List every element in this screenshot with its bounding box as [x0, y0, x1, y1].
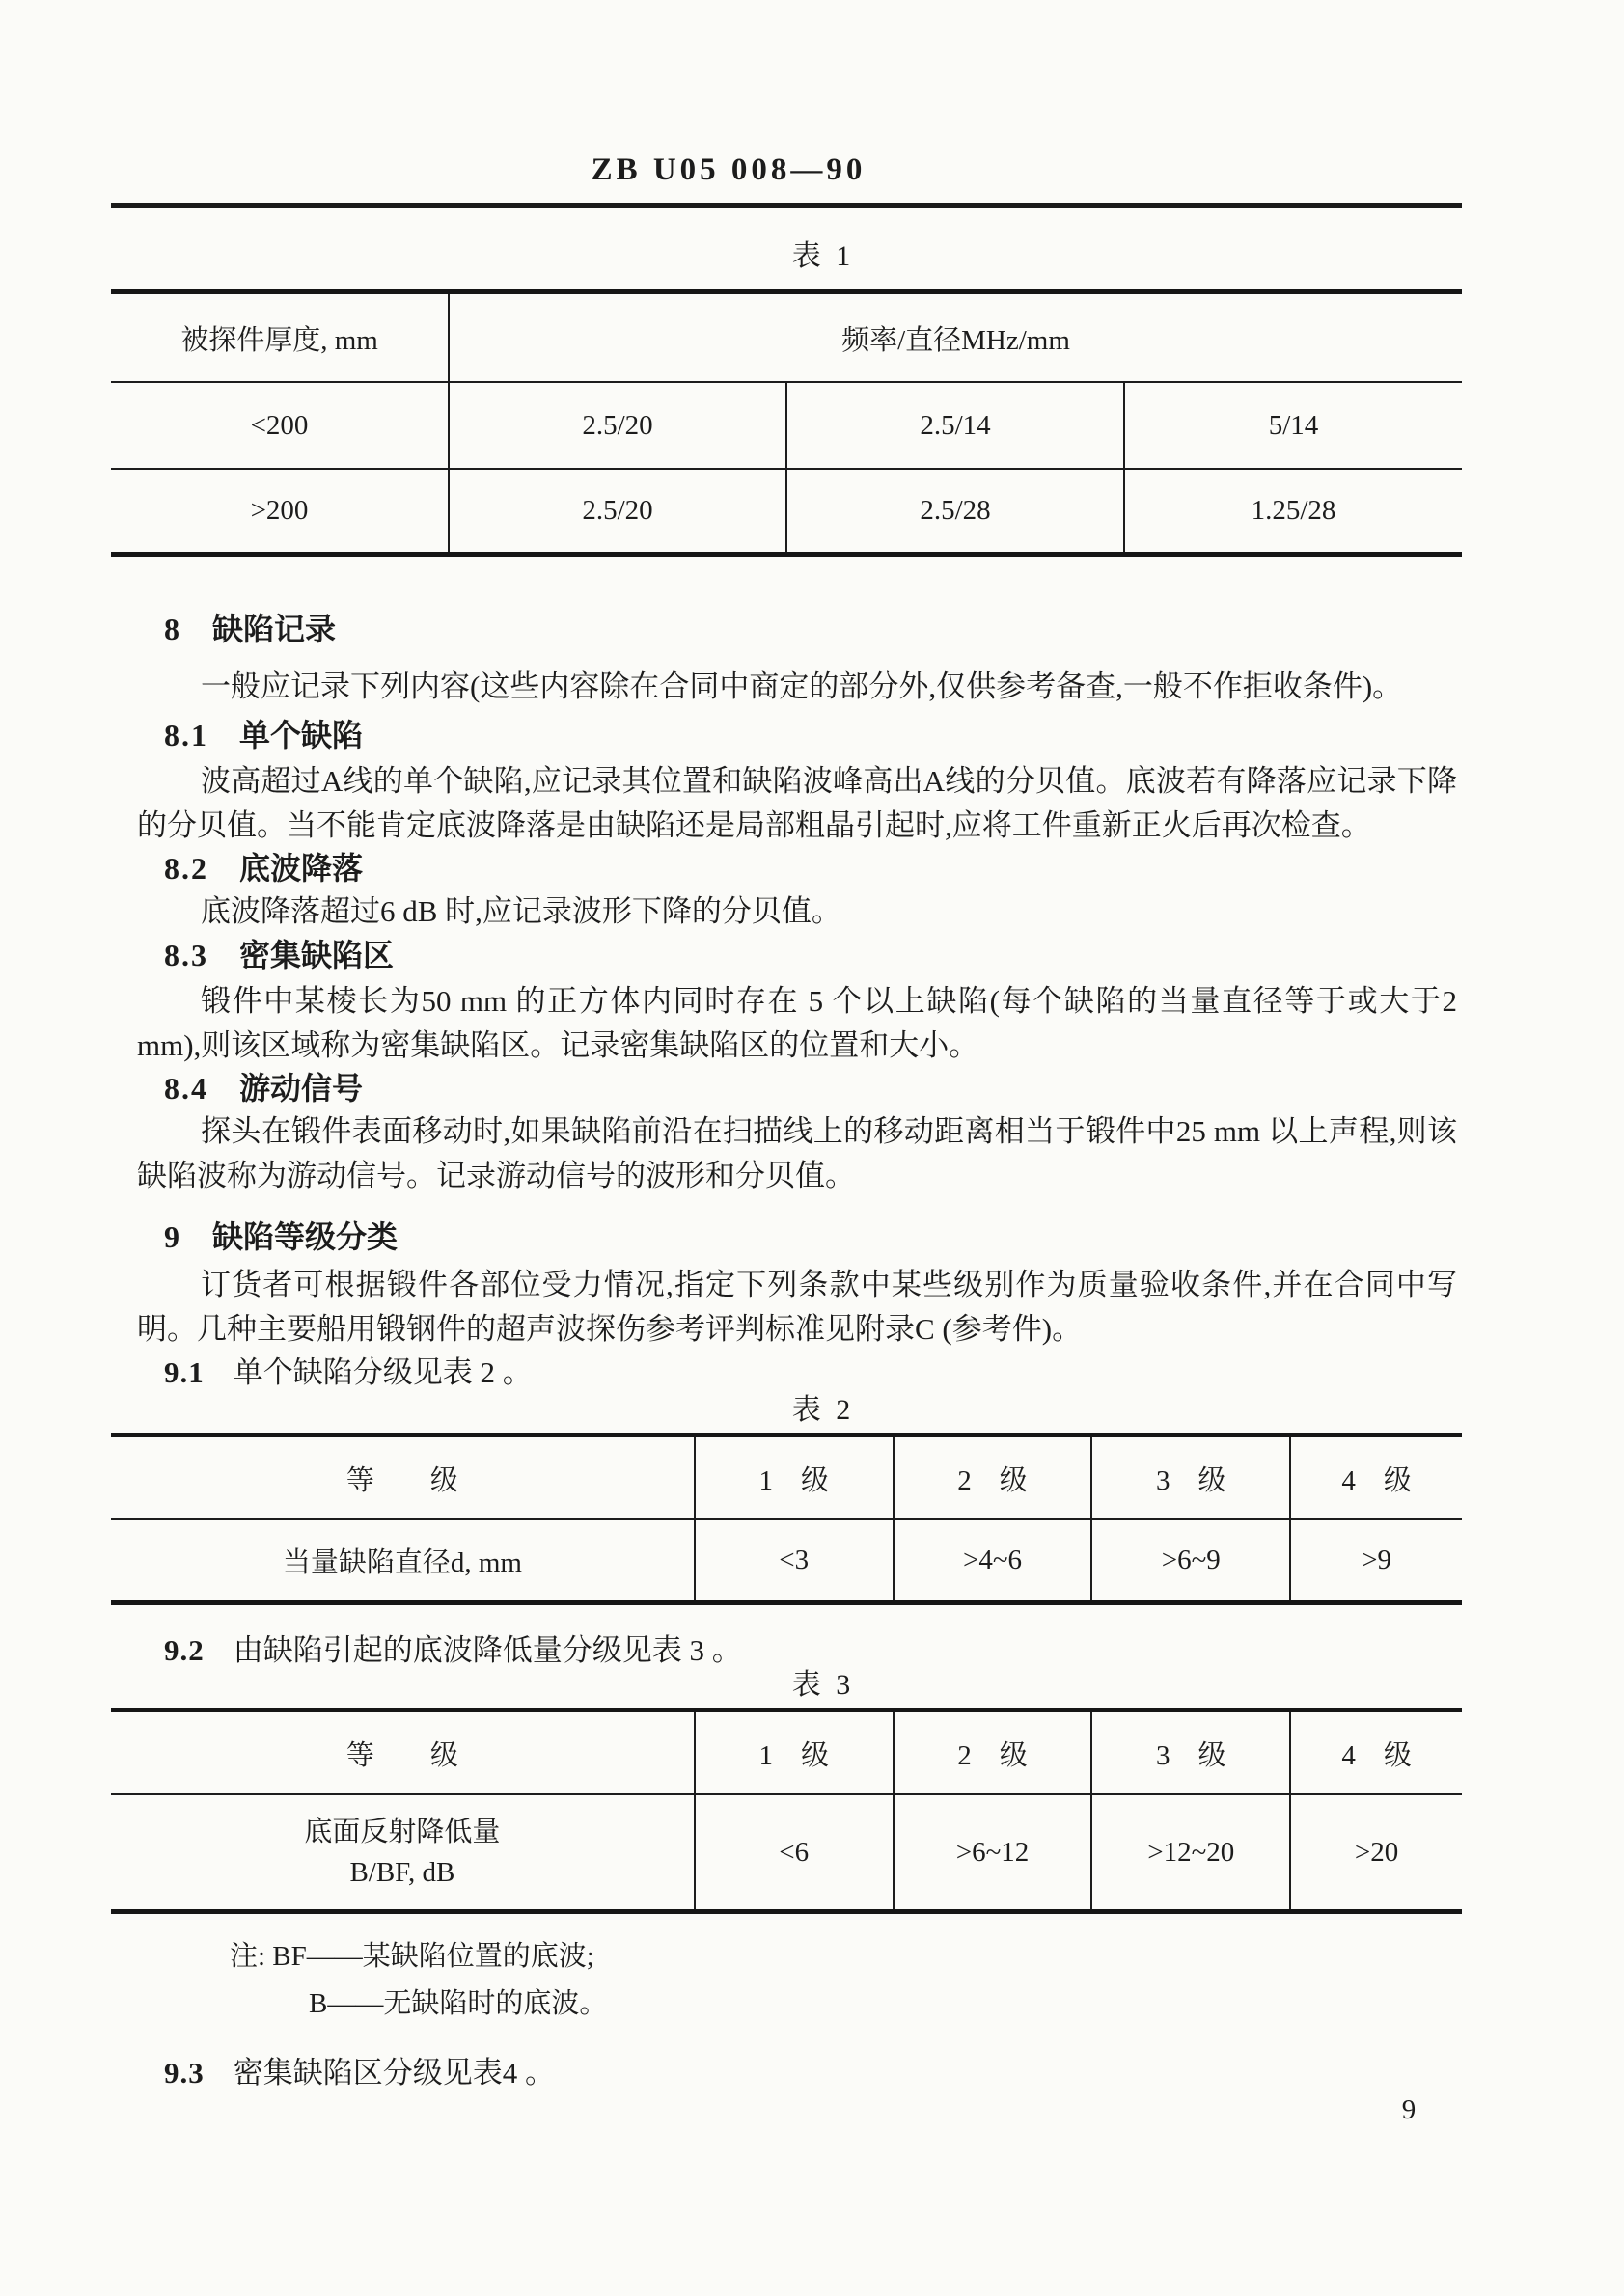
section-text: 由缺陷引起的底波降低量分级见表 3 。 [233, 1633, 742, 1667]
table-header-cell: 2 级 [894, 1435, 1092, 1520]
row-label-line2: B/BF, dB [349, 1857, 455, 1888]
table2-header-row [111, 1435, 1462, 1520]
table-cell: >9 [1290, 1519, 1462, 1603]
section-number: 9 [164, 1219, 181, 1254]
table-header-cell: 1 级 [695, 1710, 894, 1795]
table-2 [111, 1433, 1462, 1605]
table-3 [111, 1708, 1462, 1914]
section-8-1-heading [111, 714, 1515, 756]
section-number: 8.2 [164, 851, 208, 886]
table-cell: 2.5/20 [449, 382, 786, 469]
table-row [111, 382, 1462, 469]
section-title: 缺陷等级分类 [212, 1219, 399, 1254]
section-8-3-body: 锻件中某棱长为50 mm 的正方体内同时存在 5 个以上缺陷(每个缺陷的当量直径等于或大于2 mm),则该区域称为密集缺陷区。记录密集缺陷区的位置和大小。 [137, 984, 1457, 1062]
table-header-cell: 4 级 [1290, 1710, 1462, 1795]
table-header-cell: 等 级 [345, 1739, 458, 1771]
section-8-4-body: 探头在锻件表面移动时,如果缺陷前沿在扫描线上的移动距离相当于锻件中25 mm 以上声程,则该缺陷波称为游动信号。记录游动信号的波形和分贝值。 [137, 1114, 1457, 1192]
table-header-cell: 等 级 [345, 1464, 458, 1496]
table-row [111, 469, 1462, 555]
section-8-2-body: 底波降落超过6 dB 时,应记录波形下降的分贝值。 [201, 894, 841, 928]
table-cell: >20 [1290, 1794, 1462, 1912]
page-number: 9 [1401, 2094, 1417, 2125]
table-row [111, 1519, 1462, 1603]
section-title: 缺陷记录 [212, 612, 337, 646]
table-cell: <6 [695, 1794, 894, 1912]
section-9-3-line [111, 2051, 1515, 2095]
table-cell: >200 [111, 469, 449, 555]
table1-header-row [111, 292, 1462, 383]
section-9-1-line [111, 1351, 1515, 1395]
table-cell: 1.25/28 [1124, 469, 1462, 555]
table-row [111, 1794, 1462, 1912]
section-8-2-heading [111, 847, 1515, 889]
table-cell: >6~9 [1091, 1519, 1290, 1603]
section-9-intro: 订货者可根据锻件各部位受力情况,指定下列条款中某些级别作为质量验收条件,并在合同中写明。几种主要船用锻钢件的超声波探伤参考评判标准见附录C (参考件)。 [137, 1268, 1457, 1346]
section-title: 密集缺陷区 [239, 938, 395, 972]
section-number: 8.1 [164, 718, 208, 752]
table-cell: 2.5/28 [786, 469, 1124, 555]
section-number: 9.2 [164, 1633, 205, 1667]
table-1 [111, 289, 1462, 557]
section-text: 密集缺陷区分级见表4 。 [233, 2056, 555, 2090]
table-header-cell: 1 级 [695, 1435, 894, 1520]
section-number: 8 [164, 612, 181, 646]
section-8-4-heading [111, 1067, 1515, 1109]
section-8-1-body: 波高超过A线的单个缺陷,应记录其位置和缺陷波峰高出A线的分贝值。底波若有降落应记录下降的分贝值。当不能肯定底波降落是由缺陷还是局部粗晶引起时,应将工件重新正火后再次检查。 [137, 764, 1457, 842]
table-header-cell: 3 级 [1091, 1435, 1290, 1520]
section-8-3-heading [111, 934, 1515, 976]
table-cell: >6~12 [894, 1794, 1092, 1912]
table-cell: >12~20 [1091, 1794, 1290, 1912]
header-rule [111, 203, 1462, 208]
page-content [111, 0, 1462, 2296]
table3-caption: 表 3 [791, 1669, 855, 1701]
section-title: 游动信号 [239, 1071, 364, 1106]
section-8-heading [111, 608, 1515, 650]
table3-note-line2: B——无缺陷时的底波。 [309, 1988, 608, 2019]
table1-header-span: 频率/直径MHz/mm [449, 292, 1462, 383]
table-cell: <3 [695, 1519, 894, 1603]
section-title: 底波降落 [239, 851, 364, 886]
section-number: 8.4 [164, 1071, 208, 1106]
table1-caption: 表 1 [791, 240, 855, 272]
table1-header-col1: 被探件厚度, mm [180, 324, 378, 356]
table-cell: 2.5/20 [449, 469, 786, 555]
table-cell: 5/14 [1124, 382, 1462, 469]
table-header-cell: 4 级 [1290, 1435, 1462, 1520]
table3-header-row [111, 1710, 1462, 1795]
table-row-label: 当量缺陷直径d, mm [111, 1519, 695, 1603]
section-number: 8.3 [164, 938, 208, 972]
row-label-line1: 底面反射降低量 [304, 1817, 501, 1847]
table2-caption: 表 2 [791, 1394, 855, 1426]
section-8-intro: 一般应记录下列内容(这些内容除在合同中商定的部分外,仅供参考备查,一般不作拒收条件)。 [201, 670, 1403, 703]
table3-note-line1: 注: BF——某缺陷位置的底波; [230, 1941, 594, 1972]
standard-number: ZB U05 008—90 [591, 152, 867, 187]
table-row-label [111, 1794, 695, 1912]
section-number: 9.1 [164, 1355, 205, 1389]
table-cell: <200 [111, 382, 449, 469]
section-9-heading [111, 1216, 1515, 1258]
section-number: 9.3 [164, 2056, 205, 2090]
table-cell: 2.5/14 [786, 382, 1124, 469]
section-text: 单个缺陷分级见表 2 。 [233, 1355, 533, 1389]
table-header-cell: 2 级 [894, 1710, 1092, 1795]
table-header-cell: 3 级 [1091, 1710, 1290, 1795]
table-cell: >4~6 [894, 1519, 1092, 1603]
section-title: 单个缺陷 [239, 718, 364, 752]
